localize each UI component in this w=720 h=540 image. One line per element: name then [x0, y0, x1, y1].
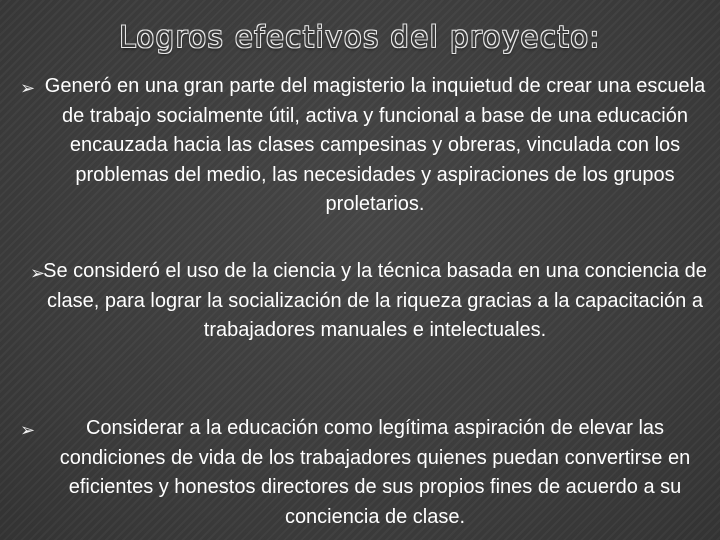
bullet-item — [20, 414, 710, 532]
arrow-bullet-icon: ➢ — [20, 420, 36, 440]
bullet-text: Considerar a la educación como legítima aspiración de elevar las condiciones de vida de los trabajadores quienes puedan convertirse en eficientes y honestos directores de sus propios fines de acuerdo a su conciencia de clase. — [59, 417, 691, 528]
slide-title: Logros efectivos del proyecto: — [119, 20, 601, 54]
bullet-text: Generó en una gran parte del magisterio la inquietud de crear una escuela de trabajo socialmente útil, activa y funcional a base de una educación encauzada hacia las clases campesinas y obreras, vinculada con los problemas del medio, las necesidades y aspiraciones de los grupos proletarios. — [44, 75, 706, 215]
bullet-text: Se consideró el uso de la ciencia y la técnica basada en una conciencia de clase, para lograr la socialización de la riqueza gracias a la capacitación a trabajadores manuales e intelectuales. — [43, 260, 707, 341]
bullet-item — [20, 72, 710, 220]
arrow-bullet-icon: ➢ — [20, 78, 36, 98]
bullet-item — [20, 257, 710, 346]
arrow-bullet-icon: ➢ — [30, 263, 46, 283]
